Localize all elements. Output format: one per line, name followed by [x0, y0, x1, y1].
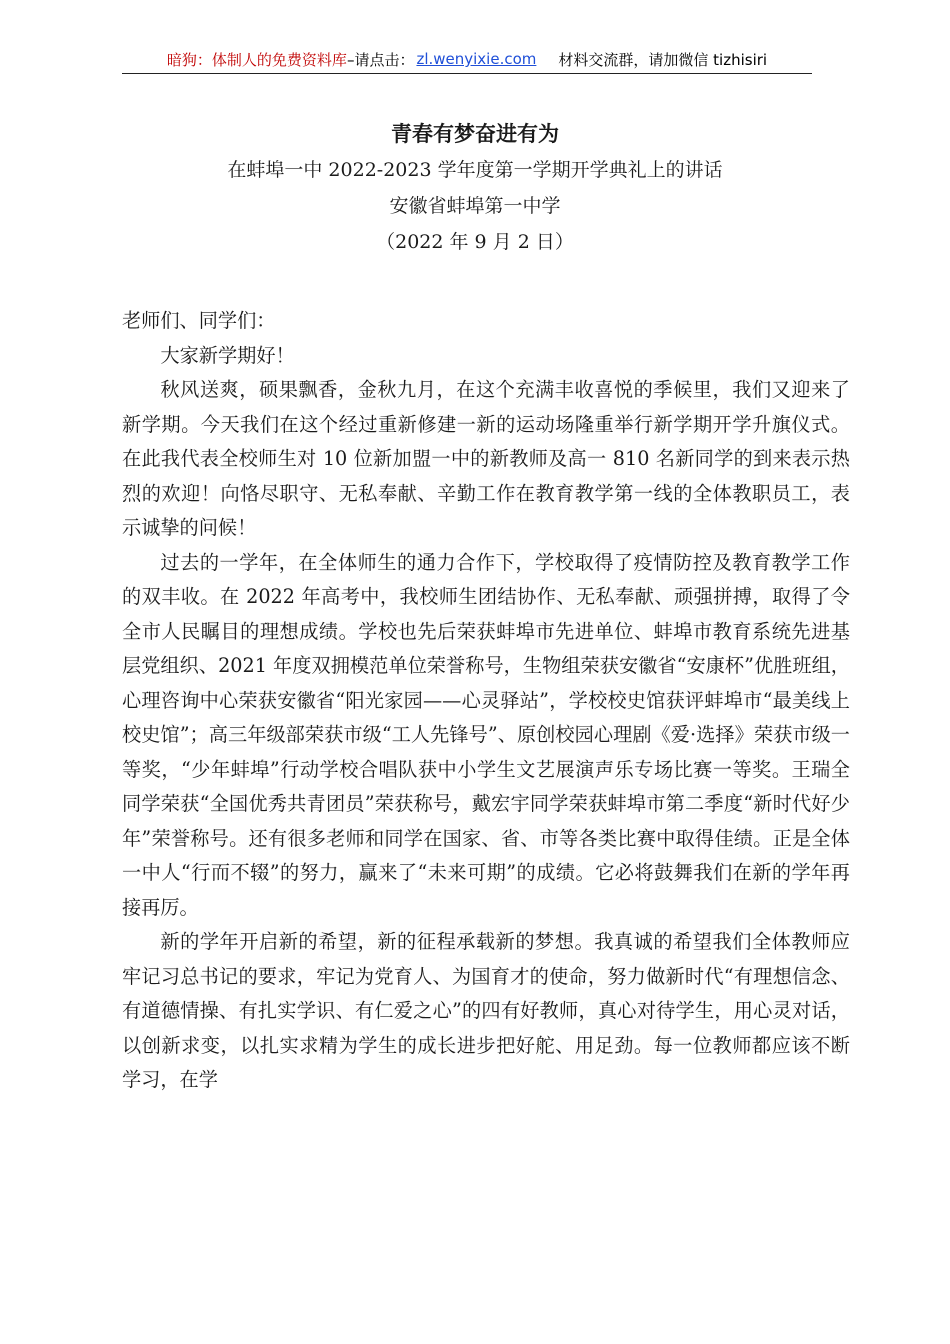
document-subtitle: 在蚌埠一中 2022-2023 学年度第一学期开学典礼上的讲话: [227, 159, 723, 181]
header-divider: [122, 73, 812, 74]
document-body: [122, 304, 850, 1098]
paragraph: 新的学年开启新的希望，新的征程承载新的梦想。我真诚的希望我们全体教师应牢记习总书记的要求，牢记为党育人、为国育才的使命，努力做新时代“有理想信念、有道德情操、有扎实学识、有仁爱之心”的四有好教师，真心对待学生，用心灵对话，以创新求变，以扎实求精为学生的成长进步把好舵、用足劲。每一位教师都应该不断学习，在学: [122, 930, 850, 1091]
salutation: 老师们、同学们：: [122, 309, 276, 332]
paragraph: 大家新学期好！: [160, 343, 295, 367]
header-contact: 材料交流群，请加微信 tizhisiri: [558, 50, 768, 69]
title-block: [110, 116, 840, 260]
header-prompt: –请点击：: [346, 50, 415, 69]
document-author: 安徽省蚌埠第一中学: [389, 195, 561, 217]
header-link[interactable]: zl.wenyixie.com: [416, 50, 537, 68]
document-date: （2022 年 9 月 2 日）: [376, 231, 574, 253]
page-header: [122, 46, 812, 72]
paragraph: 秋风送爽，硕果飘香，金秋九月，在这个充满丰收喜悦的季候里，我们又迎来了新学期。今天我们在这个经过重新修建一新的运动场隆重举行新学期开学升旗仪式。在此我代表全校师生对 10 位新加盟一中的新教师及高一 810 名新同学的到来表示热烈的欢迎！向恪尽职守、无私奉献、辛勤工作在教育教学第一线的全体教职员工，表示诚挚的问候！: [122, 378, 850, 539]
paragraph: 过去的一学年，在全体师生的通力合作下，学校取得了疫情防控及教育教学工作的双丰收。在 2022 年高考中，我校师生团结协作、无私奉献、顽强拼搏，取得了令全市人民瞩目的理想成绩。学校也先后荣获蚌埠市先进单位、蚌埠市教育系统先进基层党组织、2021 年度双拥模范单位荣誉称号，生物组荣获安徽省“安康杯”优胜班组，心理咨询中心荣获安徽省“阳光家园——心灵驿站”，学校校史馆获评蚌埠市“最美线上校史馆”；高三年级部荣获市级“工人先锋号”、原创校园心理剧《爱·选择》荣获市级一等奖，“少年蚌埠”行动学校合唱队获中小学生文艺展演声乐专场比赛一等奖。王瑞全同学荣获“全国优秀共青团员”荣获称号，戴宏宇同学荣获蚌埠市第二季度“新时代好少年”荣誉称号。还有很多老师和同学在国家、省、市等各类比赛中取得佳绩。正是全体一中人“行而不辍”的努力，赢来了“未来可期”的成绩。它必将鼓舞我们在新的学年再接再厉。: [122, 550, 850, 919]
document-title: 青春有梦奋进有为: [391, 121, 559, 146]
header-brand: 暗狗：体制人的免费资料库: [166, 50, 347, 69]
